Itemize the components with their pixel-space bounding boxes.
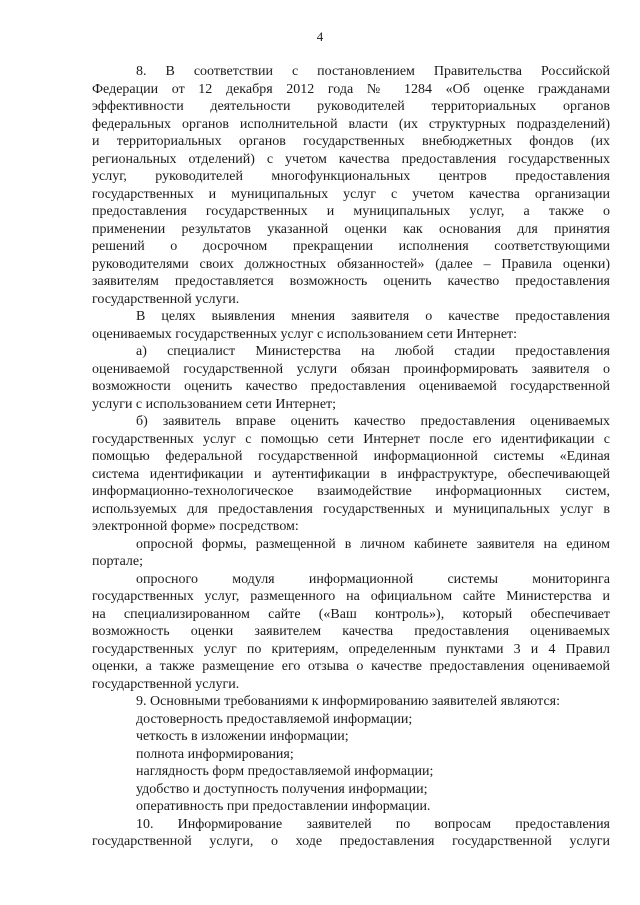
paragraph-p-form	[92, 536, 610, 571]
text-line: оперативность при предоставлении информации.	[136, 799, 431, 814]
text-line: достоверность предоставляемой информации;	[136, 711, 413, 727]
text-line: оцениваемой государственной услуги обязан проинформировать заявителя о	[92, 361, 610, 377]
text-line: Федерации от 12 декабря 2012 года № 1284 «Об оценке гражданами	[92, 81, 610, 97]
text-line: используемых для предоставления государственных и муниципальных услуг в	[92, 501, 610, 517]
paragraph-p9-4	[92, 763, 610, 781]
text-line: 8. В соответствии с постановлением Правительства Российской	[136, 64, 610, 79]
paragraph-p10	[92, 816, 610, 851]
text-line: предоставления государственных и муниципальных услуг, а также о	[92, 204, 610, 219]
paragraph-p9-5	[92, 781, 610, 799]
text-line: портале;	[92, 554, 144, 569]
text-line: система идентификации и аутентификации в инфраструктуре, обеспечивающей	[92, 466, 610, 482]
text-line: и территориальных органов государственных внебюджетных фондов (их	[92, 134, 610, 149]
text-line: удобство и доступность получения информации;	[136, 781, 428, 797]
text-line: эффективности деятельности руководителей территориальных органов	[92, 99, 610, 114]
text-line: государственной услуги.	[92, 676, 240, 692]
text-line: государственных услуг, размещенного на официальном сайте Министерства и	[92, 589, 610, 604]
text-line: 9. Основными требованиями к информированию заявителей являются:	[136, 694, 561, 709]
text-line: 10. Информирование заявителей по вопросам предоставления	[136, 816, 610, 832]
text-line: б) заявитель вправе оценить качество предоставления оцениваемых	[136, 414, 610, 429]
text-line: электронной форме» посредством:	[92, 519, 299, 534]
text-line: услуги с использованием сети Интернет;	[92, 396, 337, 412]
paragraph-p8	[92, 63, 610, 308]
paragraph-p-aims	[92, 308, 610, 343]
text-line: государственной услуги.	[92, 291, 240, 307]
document-body	[92, 63, 610, 851]
text-line: опросной формы, размещенной в личном кабинете заявителя на едином	[136, 536, 610, 552]
paragraph-p9-3	[92, 746, 610, 764]
paragraph-p-b	[92, 413, 610, 536]
paragraph-p9	[92, 693, 610, 711]
text-line: возможности оценить качество предоставления оцениваемой государственной	[92, 379, 610, 394]
text-line: применении результатов указанной оценки как основания для принятия	[92, 221, 610, 237]
text-line: государственных услуг по критериям, определенным пунктами 3 и 4 Правил	[92, 641, 610, 657]
text-line: оцениваемых государственных услуг с использованием сети Интернет:	[92, 326, 518, 342]
text-line: информационно-технологическое взаимодействие информационных систем,	[92, 484, 610, 499]
text-line: опросного модуля информационной системы мониторинга	[136, 571, 610, 587]
text-line: государственной услуги, о ходе предоставления государственной услуги	[92, 834, 610, 849]
text-line: четкость в изложении информации;	[136, 729, 349, 744]
text-line: решений о досрочном прекращении исполнения соответствующими	[92, 239, 610, 254]
text-line: государственных и муниципальных услуг с учетом качества организации	[92, 186, 610, 202]
text-line: возможность оценки заявителем качества предоставления оцениваемых	[92, 624, 610, 639]
paragraph-p-a	[92, 343, 610, 413]
text-line: В целях выявления мнения заявителя о качестве предоставления	[136, 309, 610, 324]
paragraph-p-module	[92, 571, 610, 694]
text-line: на специализированном сайте («Ваш контроль»), который обеспечивает	[92, 606, 610, 622]
text-line: государственных услуг с помощью сети Интернет после его идентификации с	[92, 431, 610, 447]
text-line: заявителям предоставляется возможность оценить качество предоставления	[92, 274, 610, 289]
paragraph-p9-1	[92, 711, 610, 729]
text-line: услуг, руководителей многофункциональных центров предоставления	[92, 169, 610, 184]
text-line: федеральных органов исполнительной власти (их структурных подразделений)	[92, 116, 610, 132]
text-line: региональных отделений) с учетом качества предоставления государственных	[92, 151, 610, 167]
text-line: руководителями своих должностных обязанностей» (далее – Правила оценки)	[92, 256, 610, 272]
text-line: помощью федеральной государственной информационной системы «Единая	[92, 449, 610, 464]
paragraph-p9-2	[92, 728, 610, 746]
text-line: полнота информирования;	[136, 746, 294, 762]
text-line: а) специалист Министерства на любой стадии предоставления	[136, 344, 610, 359]
text-line: наглядность форм предоставляемой информации;	[136, 764, 434, 779]
page-number: 4	[316, 29, 324, 44]
paragraph-p9-6	[92, 798, 610, 816]
text-line: оценки, а также размещение его отзыва о качестве предоставления оцениваемой	[92, 659, 610, 674]
